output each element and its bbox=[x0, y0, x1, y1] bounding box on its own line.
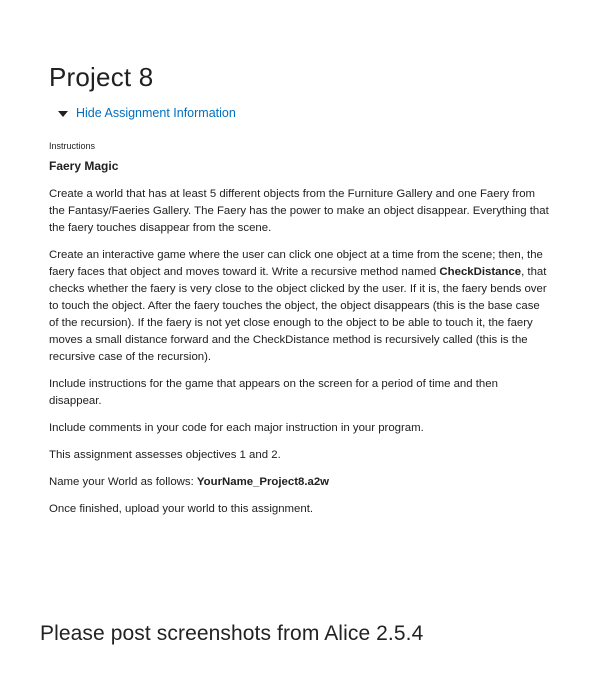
paragraph-objectives: This assignment assesses objectives 1 and 2. bbox=[49, 449, 281, 461]
paragraph-naming bbox=[49, 474, 549, 491]
assignment-heading: Faery Magic bbox=[49, 159, 119, 173]
method-name-checkdistance: CheckDistance bbox=[439, 266, 522, 278]
footer-note: Please post screenshots from Alice 2.5.4 bbox=[40, 622, 424, 645]
paragraph-game-text-a: Create an interactive game where the user can click one object at a time from the scene; then, the faery faces that object and moves toward it. Write a recursive method named bbox=[49, 249, 543, 278]
instructions-label: Instructions bbox=[49, 141, 96, 151]
paragraph-upload: Once finished, upload your world to this assignment. bbox=[49, 503, 314, 515]
hide-assignment-info-toggle[interactable] bbox=[58, 105, 236, 121]
paragraph-game-instructions: Include instructions for the game that appears on the screen for a period of time and then disappear. bbox=[49, 378, 498, 407]
paragraph-world-setup: Create a world that has at least 5 different objects from the Furniture Gallery and one Faery from the Fantasy/Faeries Gallery. The Faery has the power to make an object disappear. Everything that the faery touches disappear from the scene. bbox=[49, 188, 549, 234]
paragraph-game-description bbox=[49, 247, 549, 366]
paragraph-naming-text: Name your World as follows: bbox=[49, 476, 197, 488]
world-filename: YourName_Project8.a2w bbox=[196, 476, 330, 488]
page-title: Project 8 bbox=[49, 62, 154, 93]
paragraph-comments: Include comments in your code for each major instruction in your program. bbox=[49, 422, 424, 434]
paragraph-game-text-b: , that checks whether the faery is very close to the object clicked by the user. If it is, the faery bends over to touch the object. After the faery touches the object, the object disappears (this is the base case of the recursion). If the faery is not yet close enough to the object to be able to touch it, the faery moves a small distance forward and the CheckDistance method is recursively called (this is the recursive case of the recursion). bbox=[49, 266, 547, 363]
hide-assignment-info-link[interactable]: Hide Assignment Information bbox=[76, 106, 236, 120]
instructions-content bbox=[49, 158, 549, 528]
caret-down-icon bbox=[58, 111, 68, 117]
